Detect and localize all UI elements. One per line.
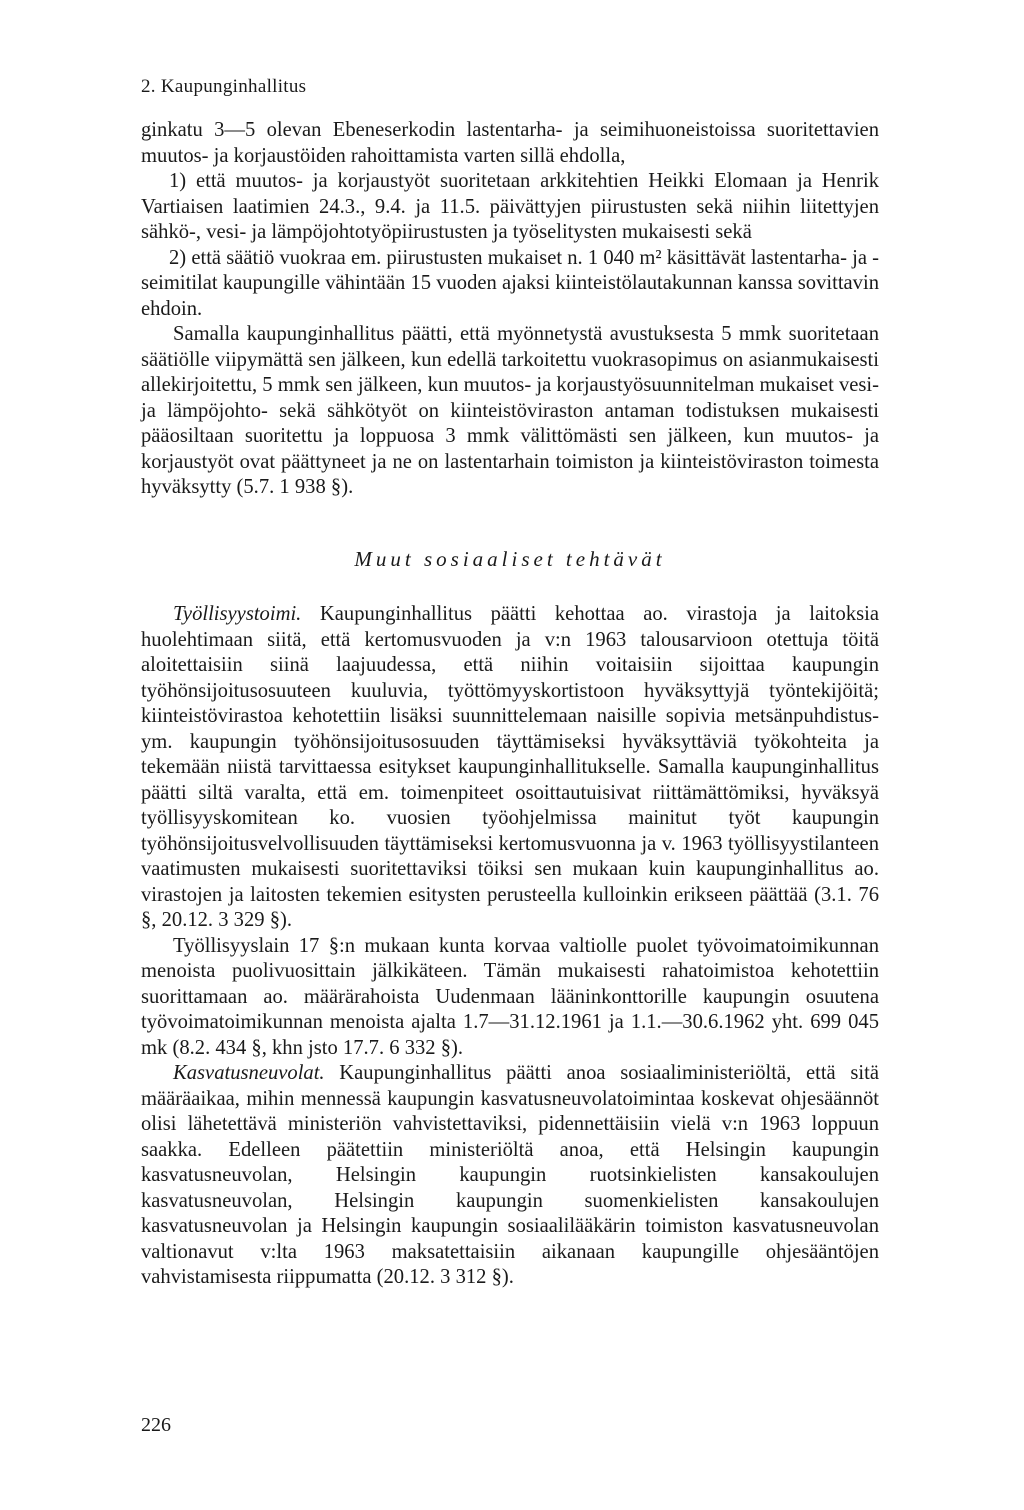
section-title: Muut sosiaaliset tehtävät — [354, 546, 666, 571]
paragraph-child-guidance — [141, 1061, 879, 1291]
paragraph-lead: Työllisyystoimi. — [173, 603, 302, 625]
page-number: 226 — [141, 1414, 171, 1436]
paragraph-condition-1: 1) että muutos- ja korjaustyöt suoritetaan arkkitehtien Heikki Elomaan ja Henrik Vartiaisen laatimien 24.3., 9.4. ja 11.5. päivättyjen piirustusten sekä niihin liitettyjen sähkö-, vesi- ja lämpöjohtotyöpiirustusten ja työselitysten mukaisesti sekä — [141, 170, 879, 243]
paragraph-text: Työllisyyslain 17 §:n mukaan kunta korvaa valtiolle puolet työvoimatoimikunnan menoista puolivuosittain jälkikäteen. Tämän mukaisesti rahatoimistoa kehotettiin suorittamaan ao. määrärahoista Uudenmaan lääninkonttorille kaupungin osuutena työvoimatoimikunnan menoista ajalta 1.7—31.12.1961 ja 1.1.—30.6.1962 yht. 699 045 mk (8.2. 434 §, khn jsto 17.7. 6 332 §). — [141, 934, 879, 1059]
paragraph-text: Kaupunginhallitus päätti kehottaa ao. virastoja ja laitoksia huolehtimaan siitä, että kertomusvuoden ja v:n 1963 talousarvioon otettuja töitä aloitettaisiin siinä laajuudessa, että niihin voitaisiin sijoittaa kaupungin työhönsijoitusosuuteen kuuluvia, työttömyyskortistoon hyväksyttyjä työntekijöitä; kiinteistövirastoa kehotettiin lisäksi suunnittelemaan naisille sopivia metsänpuhdistus- ym. kaupungin työhönsijoitusosuuden täyttämiseksi hyväksyttäviä työkohteita ja tekemään niistä tarvittaessa esitykset kaupunginhallitukselle. Samalla kaupunginhallitus päätti siltä varalta, että em. toimenpiteet osoittautuisivat riittämättömiksi, hyväksyä työllisyyskomitean ko. vuosien työohjelmissa mainitut työt kaupungin työhönsijoitusvelvollisuuden täyttämiseksi kertomusvuonna ja v. 1963 työllisyystilanteen vaatimusten mukaisesti suoritettaviksi töiksi sen mukaan kuin kaupunginhallitus ao. virastojen ja laitosten tekemien esitysten perusteella kulloinkin erikseen päättää (3.1. 76 §, 20.12. 3 329 §). — [141, 603, 879, 931]
paragraph-employment-law — [141, 934, 879, 1062]
paragraph-payment-schedule: Samalla kaupunginhallitus päätti, että myönnetystä avustuksesta 5 mmk suoritetaan säätiölle viipymättä sen jälkeen, kun edellä tarkoitettu vuokrasopimus on asianmukaisesti allekirjoitettu, 5 mmk sen jälkeen, kun muutos- ja korjaustyösuunnitelman mukaiset vesi- ja lämpöjohto- sekä sähkötyöt on kiinteistöviraston antaman todistuksen mukaisesti pääosiltaan suoritettu ja loppuosa 3 mmk välittömästi sen jälkeen, kun muutos- ja korjaustyöt ovat päättyneet ja ne on lastentarhain toimiston ja kiinteistöviraston toimesta hyväksytty (5.7. 1 938 §). — [141, 323, 879, 498]
paragraph-employment — [141, 602, 879, 934]
paragraph-continuation: ginkatu 3—5 olevan Ebeneserkodin lastentarha- ja seimihuoneistoissa suoritettavien muutos- ja korjaustöiden rahoittamista varten sillä ehdolla, — [141, 119, 879, 167]
paragraph-condition-2: 2) että säätiö vuokraa em. piirustusten mukaiset n. 1 040 m² käsittävät lastentarha- ja -seimitilat kaupungille vähintään 15 vuoden ajaksi kiinteistölautakunnan kanssa sovittavin ehdoin. — [141, 246, 879, 320]
paragraph-lead: Kasvatusneuvolat. — [173, 1062, 325, 1084]
page-body — [141, 118, 879, 1291]
running-head: 2. Kaupunginhallitus — [141, 76, 307, 97]
paragraph-text: Kaupunginhallitus päätti anoa sosiaaliministeriöltä, että sitä määräaikaa, mihin mennessä kaupungin kasvatusneuvolatoimintaa koskevat ohjesäännöt olisi lähetettävä ministeriön vahvistettaviksi, pidennettäisiin vielä v:n 1963 loppuun saakka. Edelleen päätettiin ministeriöltä anoa, että Helsingin kaupungin kasvatusneuvolan, Helsingin kaupungin ruotsinkielisten kansakoulujen kasvatusneuvolan, Helsingin kaupungin suomenkielisten kansakoulujen kasvatusneuvolan ja Helsingin kaupungin sosiaalilääkärin toimiston kasvatusneuvolan valtionavut v:lta 1963 maksatettaisiin aikanaan kaupungille ohjesääntöjen vahvistamisesta riippumatta (20.12. 3 312 §). — [141, 1062, 879, 1288]
